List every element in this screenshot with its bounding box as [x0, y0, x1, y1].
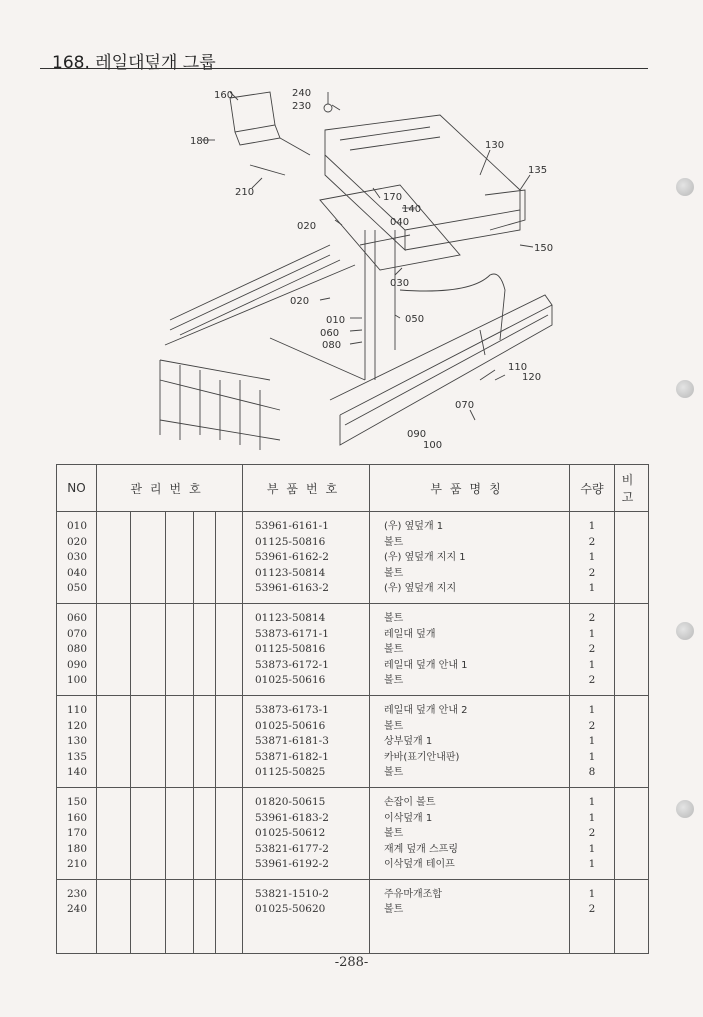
- row-part-number: 01025-50616: [255, 674, 326, 687]
- row-quantity: 1: [588, 858, 596, 871]
- row-part-number: 53871-6182-1: [255, 750, 329, 763]
- row-part-name: 볼트: [384, 828, 404, 840]
- row-part-number: 53873-6171-1: [255, 627, 329, 640]
- row-part-name: 재계 덮개 스프링: [384, 843, 458, 855]
- row-part-number: 01125-50816: [255, 535, 326, 548]
- exploded-parts-diagram: [140, 80, 580, 455]
- row-part-name: (우) 옆덮개 1: [384, 521, 444, 532]
- callout-010: 010: [326, 315, 346, 326]
- row-part-number: 53871-6181-3: [255, 735, 329, 748]
- binder-hole-icon: [676, 800, 694, 818]
- row-part-name: 주유마개조합: [384, 888, 442, 900]
- row-part-name: 카바(표기안내판): [384, 751, 460, 763]
- row-part-number: 01123-50814: [255, 611, 326, 624]
- row-no: 135: [67, 750, 88, 763]
- callout-230: 230: [292, 101, 312, 112]
- row-part-number: 53961-6162-2: [255, 551, 329, 564]
- row-quantity: 1: [588, 735, 596, 748]
- row-part-number: 01025-50616: [255, 719, 326, 732]
- binder-hole-icon: [676, 380, 694, 398]
- callout-090: 090: [407, 429, 427, 440]
- row-part-number: 01025-50612: [255, 827, 326, 840]
- callout-020-a: 020: [297, 221, 317, 232]
- row-part-name: (우) 옆덮개 지지: [384, 583, 457, 595]
- row-no: 170: [67, 827, 88, 840]
- callout-210: 210: [235, 187, 255, 198]
- row-no: 160: [67, 811, 88, 824]
- callout-170: 170: [383, 192, 403, 203]
- row-part-name: 볼트: [384, 904, 404, 916]
- page-number: -288-: [334, 955, 369, 970]
- row-no: 100: [67, 674, 88, 687]
- row-part-number: 53961-6183-2: [255, 811, 329, 824]
- row-part-name: 볼트: [384, 612, 404, 624]
- callout-240: 240: [292, 88, 312, 99]
- row-part-number: 53961-6163-2: [255, 582, 329, 595]
- row-part-name: 손잡이 볼트: [384, 796, 436, 808]
- row-no: 180: [67, 842, 88, 855]
- row-part-name: 상부덮개 1: [384, 736, 433, 748]
- callout-135: 135: [528, 165, 548, 176]
- row-part-number: 01123-50814: [255, 566, 326, 579]
- row-no: 040: [67, 566, 88, 579]
- header-note: 비고: [615, 465, 649, 512]
- row-quantity: 2: [588, 643, 596, 656]
- row-no: 080: [67, 643, 88, 656]
- row-part-name: 볼트: [384, 644, 404, 656]
- row-quantity: 2: [588, 903, 596, 916]
- row-no: 090: [67, 658, 88, 671]
- row-part-name: 볼트: [384, 675, 404, 687]
- row-part-number: 53821-1510-2: [255, 887, 329, 900]
- row-part-number: 01025-50620: [255, 903, 326, 916]
- table-group-3: [57, 695, 649, 787]
- row-no: 060: [67, 611, 88, 624]
- diagram-callouts: [190, 88, 553, 451]
- row-no: 210: [67, 858, 88, 871]
- page-title: 168. 레일대덮개 그룹: [52, 53, 216, 73]
- row-part-number: 53873-6173-1: [255, 703, 329, 716]
- row-part-name: 볼트: [384, 567, 404, 579]
- callout-070: 070: [455, 400, 475, 411]
- binder-hole-icon: [676, 178, 694, 196]
- row-part-name: 레일대 덮개 안내 2: [384, 704, 468, 716]
- row-no: 140: [67, 766, 88, 779]
- table-group-1: [57, 512, 649, 604]
- row-quantity: 1: [588, 582, 596, 595]
- callout-160: 160: [214, 90, 234, 101]
- row-no: 020: [67, 535, 88, 548]
- title-rule: [40, 68, 648, 69]
- row-part-name: (우) 옆덮개 지지 1: [384, 552, 466, 564]
- callout-130: 130: [485, 140, 505, 151]
- table-group-5: [57, 879, 649, 953]
- row-no: 130: [67, 735, 88, 748]
- header-quantity: 수량: [570, 465, 615, 512]
- row-quantity: 2: [588, 611, 596, 624]
- row-part-name: 이삭덮개 1: [384, 812, 433, 824]
- row-no: 030: [67, 551, 88, 564]
- callout-120: 120: [522, 372, 542, 383]
- callout-080: 080: [322, 340, 342, 351]
- callout-030: 030: [390, 278, 410, 289]
- callout-060: 060: [320, 328, 340, 339]
- callout-100: 100: [423, 440, 443, 451]
- row-part-number: 53821-6177-2: [255, 842, 329, 855]
- row-part-number: 53961-6161-1: [255, 520, 329, 532]
- callout-110: 110: [508, 362, 528, 373]
- row-no: 110: [67, 703, 88, 716]
- row-part-name: 이삭덮개 테이프: [384, 859, 455, 871]
- row-part-name: 볼트: [384, 536, 404, 548]
- row-part-name: 레일대 덮개: [384, 628, 436, 640]
- row-part-name: 볼트: [384, 720, 404, 732]
- row-quantity: 1: [588, 520, 596, 532]
- row-quantity: 2: [588, 719, 596, 732]
- row-no: 070: [67, 627, 88, 640]
- header-management-number: 관리번호: [97, 465, 243, 512]
- row-quantity: 1: [588, 551, 596, 564]
- row-quantity: 1: [588, 887, 596, 900]
- row-quantity: 2: [588, 827, 596, 840]
- row-part-number: 01125-50825: [255, 766, 326, 779]
- row-quantity: 1: [588, 703, 596, 716]
- row-no: 230: [67, 887, 88, 900]
- row-quantity: 1: [588, 842, 596, 855]
- row-no: 150: [67, 795, 88, 808]
- row-quantity: 1: [588, 795, 596, 808]
- table-group-2: [57, 603, 649, 695]
- header-no: NO: [57, 465, 97, 512]
- row-part-number: 01125-50816: [255, 643, 326, 656]
- row-no: 120: [67, 719, 88, 732]
- row-no: 050: [67, 582, 88, 595]
- callout-020-b: 020: [290, 296, 310, 307]
- parts-table: [56, 464, 649, 954]
- row-quantity: 8: [588, 766, 596, 779]
- callout-150: 150: [534, 243, 554, 254]
- header-part-name: 부품명칭: [370, 465, 570, 512]
- row-quantity: 1: [588, 750, 596, 763]
- callout-040: 040: [390, 217, 410, 228]
- row-quantity: 1: [588, 658, 596, 671]
- row-part-number: 01820-50615: [255, 795, 326, 808]
- row-part-name: 볼트: [384, 767, 404, 779]
- header-part-number: 부품번호: [243, 465, 370, 512]
- row-quantity: 1: [588, 811, 596, 824]
- row-quantity: 1: [588, 627, 596, 640]
- row-no: 010: [67, 520, 88, 532]
- row-quantity: 2: [588, 535, 596, 548]
- row-quantity: 2: [588, 674, 596, 687]
- callout-050: 050: [405, 314, 425, 325]
- row-quantity: 2: [588, 566, 596, 579]
- callout-180: 180: [190, 136, 210, 147]
- row-part-number: 53961-6192-2: [255, 858, 329, 871]
- row-part-number: 53873-6172-1: [255, 658, 329, 671]
- table-group-4: [57, 787, 649, 879]
- row-no: 240: [67, 903, 88, 916]
- binder-hole-icon: [676, 622, 694, 640]
- callout-140: 140: [402, 204, 422, 215]
- row-part-name: 레일대 덮개 안내 1: [384, 659, 468, 671]
